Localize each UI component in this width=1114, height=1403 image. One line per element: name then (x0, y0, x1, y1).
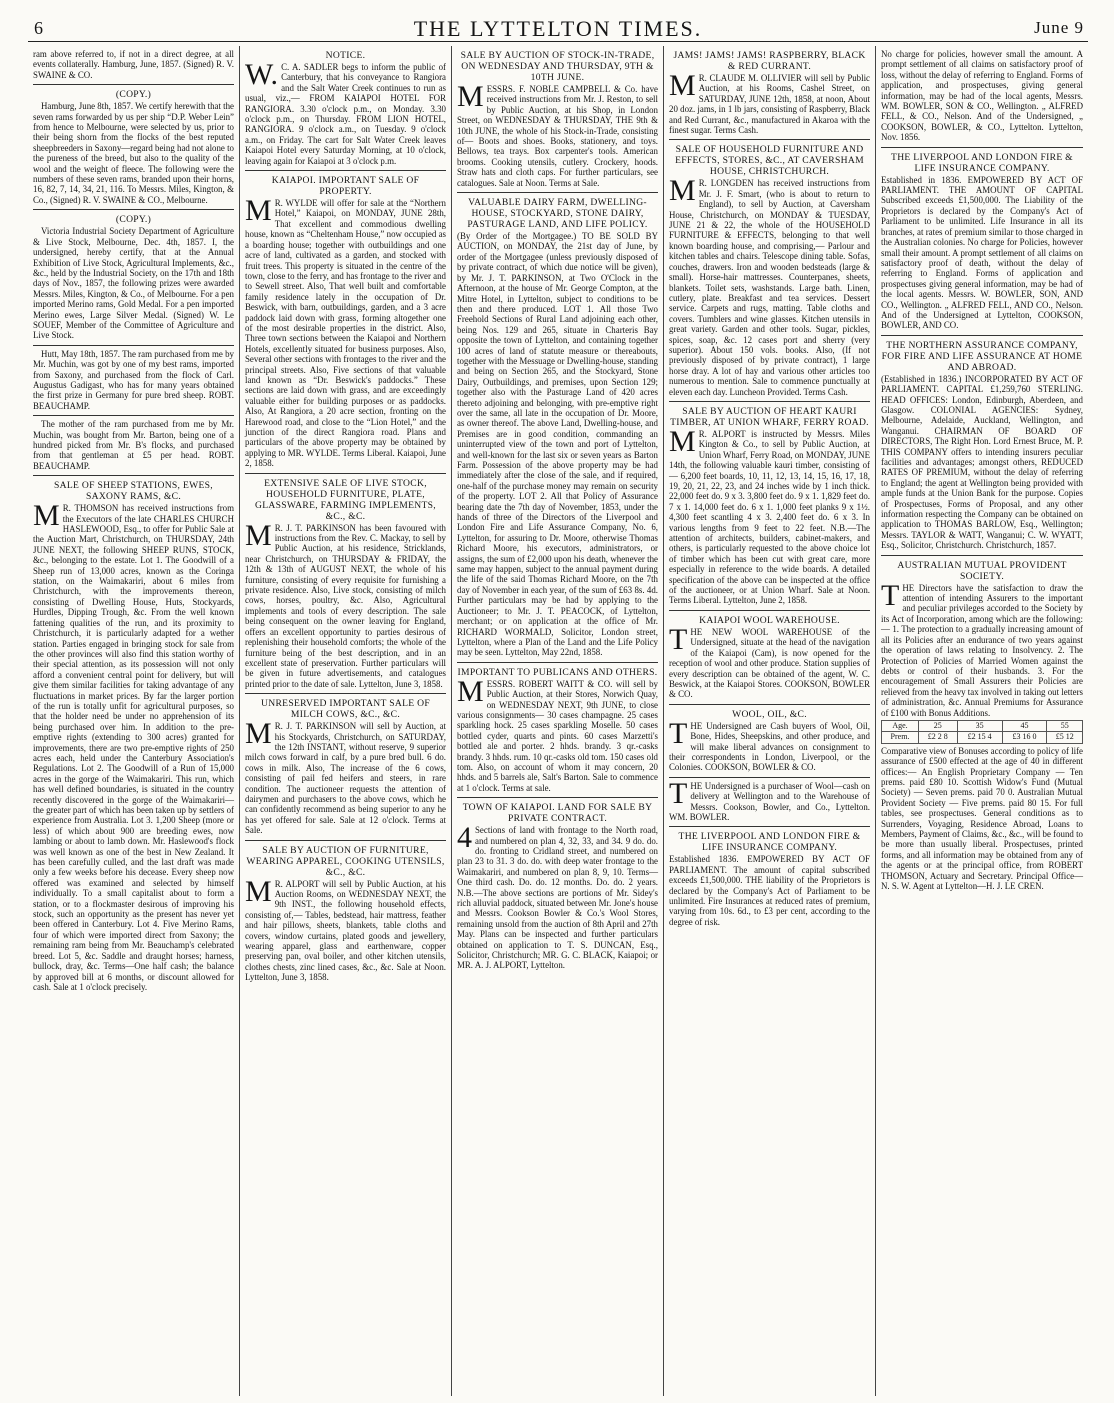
ad-text: MR. CLAUDE M. OLLIVIER will sell by Public Auction, at his Rooms, Cashel Street, on SATURDAY, JUNE 12th, 1858, at noon, About 20 doz. jams, in 1 lb jars, consisting of Raspberry, Black and Red Currant, &c., manufactured in Akaroa with the finest sugar. Terms Cash. (669, 69, 870, 136)
ad-text: Established in 1836. EMPOWERED BY ACT OF PARLIAMENT. THE AMOUNT OF CAPITAL Subscribed exceeds £1,500,000. The Liability of the Proprietors is declared by the Company's Act of Parliament to be unlimited. Life Insurance in all its branches, at rates of premium similar to those charged in the Australian colonies. No charge for Policies, however small their amount. A prompt settlement of all claims on satisfactory proof of death, without the delay of referring to England. Forms of application and prospectuses giving general information, may be had of the local agents. Messrs. W. BOWLER, SON, AND CO., Wellington. „ ALFRED FELL, AND CO., Nelson. And of the Undersigned at Lyttelton, COOKSON, BOWLER, AND CO. (881, 174, 1083, 331)
advertisement (245, 841, 446, 987)
ad-text: Comparative view of Bonuses according to policy of life assurance of £500 effected at the age of 40 in different offices:— An English Proprietary Company — Ten prems. paid £80 10. Scottish Widow's Fund (Mutual Society) — Seven prems. paid 70 0. Australian Mutual Provident Society — Five prems. paid 80 15. For full tables, see prospectuses. General conditions as to Surrenders, Voyaging, Residence Abroad, Loans to Members, Payment of Claims, &c., &c., will be found to be more than usually liberal. Prospectuses, printed forms, and all information may be obtained from any of the agents or at the principal office, from ROBERT THOMSON, Actuary and Secretary. Principal Office—N. S. W. Agent at Lyttelton—H. J. LE CREN. (881, 745, 1083, 892)
advertisement (457, 798, 658, 975)
ad-text: ram above referred to, if not in a direct degree, at all events collaterally. Hamburg, June, 1857. (Signed) R. V. SWAINE & CO. (33, 49, 234, 80)
newspaper-title: THE LYTTELTON TIMES. (413, 16, 703, 41)
advertisement (669, 705, 870, 778)
table-cell: Prem. (882, 732, 919, 743)
column-5 (876, 46, 1088, 1396)
ad-heading: THE LIVERPOOL AND LONDON FIRE & LIFE INSURANCE COMPANY. (678, 831, 861, 854)
advertisement (33, 210, 234, 345)
ad-text: MR. ALPORT is instructed by Messrs. Miles Kington & Co., to sell by Public Auction, at Union Wharf, Ferry Road, on MONDAY, JUNE 14th, the following valuable kauri timber, consisting of— 6,200 feet boards, 10, 11, 12, 13, 14, 15, 16, 17, 18, 19, 20, 21, 22, 23, and 24 inches wide by 1 inch thick. 22,000 feet do. 9 x 3. 3,800 feet do. 9 x 1. 1,829 feet do. 7 x 1. 14,000 feet do. 6 x 1. 1,000 feet planks 9 x 1½. 4,300 feet scantling 4 x 3. 2,400 feet do. 6 x 3. In various lengths from 9 feet to 22 feet. N.B.—The attention of architects, builders, cabinet-makers, and others, is particularly requested to the above choice lot of timber which has been cut with great care, more especially in reference to the wide boards. A detailed specification of the above can be inspected at the office of the auctioneer, or at Union Wharf. Sale at Noon. Terms Liberal. Lyttelton, June 2, 1858. (669, 424, 870, 606)
ad-text: Hamburg, June 8th, 1857. We certify herewith that the seven rams forwarded by us per ship “D.P. Weber Lein” from hence to Melbourne, were selected by us, prior to their being shorn from the flocks of the best reputed sheepbreeders in Saxony—regard being had not alone to the pureness of the breed, but also to the quality of the wool and the weight of fleece. The following were the numbers of these seven rams, branded upon their horns, 16, 82, 7, 14, 34, 21, 116. To Messrs. Miles, Kington, & Co., (Signed) R. V. SWAINE & CO., Melbourne. (33, 101, 234, 205)
advertisement (245, 474, 446, 695)
ad-heading: AUSTRALIAN MUTUAL PROVIDENT SOCIETY. (897, 559, 1067, 582)
ad-heading: THE NORTHERN ASSURANCE COMPANY, FOR FIRE AND LIFE ASSURANCE AT HOME AND ABROAD. (881, 339, 1083, 373)
ad-text: MR. J. T. PARKINSON has been favoured with instructions from the Rev. C. Mackay, to sell by Public Auction, at his residence, Stricklands, near Christchurch, on THURSDAY & FRIDAY, the 12th & 13th of AUGUST NEXT, the whole of his furniture, consisting of every requisite for furnishing a private residence. Also, Live stock, consisting of milch cows, horses, poultry, &c. Also, Agricultural implements and tools of every description. The sale being consequent on the owner leaving for England, offers an excellent opportunity to parties desirous of replenishing their household comforts; the whole of the furniture being of the best description, and in an excellent state of preservation. Further particulars will be given in future advertisements, and catalogues printed prior to the date of sale. Lyttelton, June 3, 1858. (245, 518, 446, 689)
advertisement (457, 46, 658, 193)
ad-text: MR. WYLDE will offer for sale at the “Northern Hotel,” Kaiapoi, on MONDAY, JUNE 28th, That excellent and commodious dwelling house, known as “Cheltenham House,” now occupied as a boarding house; together with outbuildings and one acre of land, cultivated as a garden, and stocked with fruit trees. This property is situated in the centre of the town, close to the ferry, and has frontage to the river and to Sewell street. Also, That well built and comfortable family residence lately in the occupation of Dr. Beswick, with barn, outbuildings, garden, and a 3 acre paddock laid down with grass, forming altogether one of the most desirable properties in the district. Also, Three town sections between the Kaiapoi and Northern Hotels, excellently situated for business purposes. Also, Several other sections with frontages to the river and the principal streets. Also, Five sections of that valuable land known as “Dr. Beswick's paddocks.” These sections are laid down with grass, and are exceedingly valuable either for building purposes or as paddocks. Also, At Rangiora, a 20 acre section, fronting on the Harewood road, and close to the “Lion Hotel,” and the junction of the direct Rangiora road. Plans and particulars of the above property may be obtained by applying to MR. WYLDE. Terms Liberal. Kaiapoi, June 2, 1858. (245, 194, 446, 469)
ad-heading: VALUABLE DAIRY FARM, DWELLING-HOUSE, STOCKYARD, STONE DAIRY, PASTURAGE LAND, AND LIFE POLICY. (467, 197, 648, 231)
table-cell: 35 (957, 720, 1002, 731)
advertisement (33, 476, 234, 996)
advertisement (669, 402, 870, 611)
ad-text: MESSRS. F. NOBLE CAMPBELL & Co. have received instructions from Mr. J. Reston, to sell by Public Auction, at his Shop, in London Street, on WEDNESDAY & THURSDAY, THE 9th & 10th JUNE, the whole of his Stock-in-Trade, consisting of— Boots and shoes. Books, stationery, and toys. Bellows, tea trays. Box carpenter's tools. American brooms. Cooking utensils, cutlery. Crockery, hoods. Straw hats and cloth caps. For further particulars, see catalogues. Sale at Noon. Terms at Sale. (457, 80, 658, 188)
table-row (882, 732, 1083, 743)
ad-heading: SALE BY AUCTION OF HEART KAURI TIMBER, AT UNION WHARF, FERRY ROAD. (670, 405, 869, 428)
ad-text: MR. J. T. PARKINSON will sell by Auction, at his Stockyards, Christchurch, on SATURDAY, the 12th INSTANT, without reserve, 9 superior milch cows forward in calf, by a pure bred bull. 6 do. cows in milk. Also, The increase of the 6 cows, consisting of pail fed heifers and steers, in rare condition. The auctioneer requests the attention of dairymen and purchasers to the above cows, which he can confidently recommend as being superior to any he has yet offered for sale. Sale at 12 o'clock. Terms at Sale. (245, 717, 446, 836)
ad-heading: SALE OF SHEEP STATIONS, EWES, SAXONY RAMS, &C. (54, 480, 213, 503)
column-4 (664, 46, 876, 1396)
ad-text: MR. ALPORT will sell by Public Auction, at his Auction Rooms, on WEDNESDAY NEXT, the 9th INST., the following household effects, consisting of,— Tables, bedstead, hair mattress, feather and hair pillows, sheets, blankets, table cloths and covers, window curtains, plated goods and jewellery, wearing apparel, glass and earthenware, copper preserving pan, oval boiler, and other kitchen utensils, clothes chests, zinc lined cases, &c., &c. Sale at Noon. Lyttelton, June 3, 1858. (245, 874, 446, 983)
column-1 (28, 46, 240, 1396)
ad-text: W.C. A. SADLER begs to inform the public of Canterbury, that his conveyance to Rangiora and the Salt Water Creek continues to run as usual, viz.,— FROM KAIAPOI HOTEL FOR RANGIORA. 3.30 o'clock p.m., on Monday. 3.30 o'clock p.m., on Thursday. FROM LION HOTEL, RANGIORA. 9 o'clock a.m., on Tuesday. 9 o'clock a.m., on Friday. The cart for Salt Water Creek leaves Kaiapoi Hotel every Saturday Morning, at 10 o'clock, leaving again for Kaiapoi at 3 o'clock p.m. (245, 58, 446, 166)
advertisement (245, 46, 446, 171)
table-row (882, 720, 1083, 731)
ad-text: The mother of the ram purchased from me by Mr. Muchin, was bought from Mr. Barton, being one of a hundred picked from Mr. B's flocks, and purchased from that gentleman at £5 per head. ROBT. BEAUCHAMP. (33, 419, 234, 471)
ad-heading: KAIAPOI WOOL WAREHOUSE. (699, 614, 840, 626)
advertisement (881, 148, 1083, 336)
ad-heading: IMPORTANT TO PUBLICANS AND OTHERS. (457, 666, 658, 678)
ad-heading: THE LIVERPOOL AND LONDON FIRE & LIFE INSURANCE COMPANY. (891, 151, 1073, 174)
advertisement (457, 663, 658, 798)
ad-heading: (COPY.) (115, 89, 152, 101)
ad-heading: (COPY.) (115, 214, 152, 226)
advertisement (33, 46, 234, 85)
advertisement (881, 336, 1083, 556)
advertisement (881, 556, 1083, 896)
ad-text: Victoria Industrial Society Department of Agriculture & Live Stock, Melbourne, Dec. 4th, 1857. I, the undersigned, hereby certify, that at the Annual Exhibition of Live Stock, Agricultural Implements, &c., &c., held by the Industrial Society, on the 17th and 18th days of Nov., 1857, the following prizes were awarded Messrs. Miles, Kington, & Co., of Melbourne. For a pen imported Merino rams, Gold Medal. For a pen imported Merino ewes, Large Silver Medal. (Signed) W. Le SOUEF, Member of the Committee of Agriculture and Live Stock. (33, 226, 234, 341)
ad-text: THE Directors have the satisfaction to draw the attention of intending Assurers to the important and peculiar privileges accorded to the Society by its Act of Incorporation, among which are the following:— 1. The protection to a gradually increasing amount of all its Policies after an endurance of two years against the operation of laws relating to Insolvency. 2. The Protection of Policies of Married Women against the debts or control of their husbands. 3. For the encouragement of Small Assurers their Policies are relieved from the heavy tax involved in taking out letters of administration, &c. Annual Premiums for Assurance of £100 with Bonus Additions. (881, 578, 1083, 718)
ad-text: 4Sections of land with frontage to the North road, and numbered on plan 4, 32, 33, and 34. 9 do. do. do. fronting to Cridland street, and numbered on plan 23 to 31. 3 do. do. with deep water frontage to the Waimakariri, and numbered on plan 8, 9, 10. Terms—One third cash. Do. do. 12 months. Do. do. 2 years. N.B.—The above sections are portions of Mr. Sidey's rich alluvial paddock, situated between Mr. Jone's house and Messrs. Cookson Bowler & Co.'s Wool Stores, remaining unsold from the auction of 8th April and 27th May. Plans can be inspected and further particulars obtained on application to T. S. DUNCAN, Esq., Solicitor, Christchurch; MR. G. C. BLACK, Kaiapoi; or MR. A. J. ALPORT, Lyttelton. (457, 821, 658, 971)
table-cell: Age. (882, 720, 919, 731)
ad-text: MESSRS. ROBERT WAITT & CO. will sell by Public Auction, at their Stores, Norwich Quay, on WEDNESDAY NEXT, 9th JUNE, to close various consignments— 30 cases champagne. 25 cases sparkling hock. 25 cases sparkling Moselle. 50 cases bottled cyder, quarts and pints. 60 cases Marzetti's bottled ale and porter. 2 hhds. brandy. 3 qr.-casks brandy. 3 hhds. rum. 10 qr.-casks old tom. 150 cases old tom. Also, on account of whom it may concern, 20 hhds. and 5 barrels ale, Salt's Barton. Sale to commence at 1 o'clock. Terms at sale. (457, 674, 658, 793)
table-cell: 25 (918, 720, 957, 731)
ad-heading: EXTENSIVE SALE OF LIVE STOCK, HOUSEHOLD FURNITURE, PLATE, GLASSWARE, FARMING IMPLEMENTS, &C., &C. (255, 477, 436, 522)
table-cell: £5 12 (1047, 732, 1083, 743)
premium-table (881, 720, 1083, 744)
advertisement (669, 778, 870, 828)
ad-heading: NOTICE. (325, 50, 366, 61)
column-2 (240, 46, 452, 1396)
ad-heading: UNRESERVED IMPORTANT SALE OF MILCH COWS, &C., &C. (261, 698, 430, 721)
ad-heading: WOOL, OIL, &C. (732, 708, 807, 720)
advertisement (245, 694, 446, 840)
ad-text: (Established in 1836.) INCORPORATED BY ACT OF PARLIAMENT. CAPITAL £1,259,760 STERLING. HEAD OFFICES: London, Edinburgh, Aberdeen, and Glasgow. COLONIAL AGENCIES: Sydney, Melbourne, Adelaide, Auckland, Wellington, and Wanganui. CHAIRMAN OF BOARD OF DIRECTORS, The Right Hon. Lord Ernest Bruce, M. P. THIS COMPANY offers to intending insurers peculiar facilities and advantages; amongst others, REDUCED RATES OF PREMIUM, without the delay of referring to England; the agent at Wellington being provided with ample funds at the Union Bank for the purpose. Copies of Prospectuses, Forms of Proposal, and any other information respecting the Company can be obtained on application to THOMAS BARLOW, Esq., Wellington; Messrs. TAYLOR & WATT, Wanganui; C. W. WYATT, Esq., Solicitor, Christchurch. Christchurch, 1857. (881, 373, 1083, 551)
ad-text: No charge for policies, however small the amount. A prompt settlement of all claims on satisfactory proof of loss, without the delay of referring to England. Forms of application, and prospectuses, giving general information, may be had of the local agents, Messrs. WM. BOWLER, SON & CO., Wellington. „ ALFRED FELL, & CO., Nelson. And of the Undersigned, „ COOKSON, BOWLER, & CO., Lyttelton. Lyttelton, Nov. 1856. (881, 49, 1083, 143)
advertisement (881, 46, 1083, 148)
table-cell: 55 (1047, 720, 1083, 731)
table-cell: £2 15 4 (957, 732, 1002, 743)
advertisement (33, 85, 234, 210)
ad-text: Established 1836. EMPOWERED BY ACT OF PARLIAMENT. The amount of capital subscribed exceeds £1,500,000. THE liability of the Proprietors is declared by the Company's Act of Parliament to be unlimited. Fire Insurances at reduced rates of premium, varying from 10s. 6d., to £3 per cent, according to the degree of risk. (669, 854, 870, 927)
ad-heading: SALE BY AUCTION OF FURNITURE, WEARING APPAREL, COOKING UTENSILS, &C., &C. (246, 844, 445, 878)
advertisement (669, 46, 870, 140)
advertisement (33, 416, 234, 476)
ad-heading: SALE BY AUCTION OF STOCK-IN-TRADE, ON WEDNESDAY AND THURSDAY, 9TH & 10TH JUNE. (460, 50, 655, 83)
masthead (28, 16, 1088, 42)
advertisement (245, 171, 446, 474)
advertisement (669, 611, 870, 705)
issue-date: June 9 (1034, 18, 1084, 37)
advertisement (669, 827, 870, 931)
table-cell: £3 16 0 (1002, 732, 1047, 743)
ad-text: THE Undersigned are Cash buyers of Wool, Oil, Bone, Hides, Sheepskins, and other produce, and will make liberal advances on consignment to their correspondents in London, Liverpool, or the Colonies. COOKSON, BOWLER & CO. (669, 716, 870, 773)
newspaper-columns (28, 46, 1088, 1396)
column-3 (452, 46, 664, 1396)
table-cell: 45 (1002, 720, 1047, 731)
ad-heading: KAIAPOI. IMPORTANT SALE OF PROPERTY. (271, 175, 420, 198)
ad-text: THE NEW WOOL WAREHOUSE of the Undersigned, situate at the head of the navigation of the Kaiapoi (Cam), is now opened for the reception of wool and other produce. Station supplies of every description can be obtained of the agent, W. C. Beswick, at the Kaiapoi Stores. COOKSON, BOWLER & CO. (669, 622, 870, 700)
ad-heading: JAMS! JAMS! JAMS! RASPBERRY, BLACK & RED CURRANT. (673, 50, 866, 72)
advertisement (457, 193, 658, 663)
page-number: 6 (34, 18, 43, 38)
ad-heading: TOWN OF KAIAPOI. LAND FOR SALE BY PRIVATE CONTRACT. (462, 802, 653, 825)
ad-text: MR. THOMSON has received instructions from the Executors of the late CHARLES CHURCH HASLEWOOD, Esq., to offer for Public Sale at the Auction Mart, Christchurch, on THURSDAY, 24th JUNE NEXT, the following SHEEP RUNS, STOCK, &c., belonging to the estate. Lot 1. The Goodwill of a Sheep run of 13,000 acres, known as the Coringa station, on the Waimakariri, about 6 miles from Christchurch, with the improvements thereon, consisting of Dwelling House, Huts, Stockyards, Hurdles, Dipping Trough, &c. From the well known fattening qualities of the run, and its proximity to Christchurch, it is particularly adapted for a wether station. Parties engaged in bringing stock for sale from the other provinces will also find this station worthy of their special attention, as its possession will not only afford a convenient central point for delivery, but will give them similar facilities for taking advantage of any fluctuations in market prices. By far the larger portion of the run is totally unfit for agricultural purposes, so that the holder need be under no apprehension of its being purchased over him. In addition to the pre-emptive rights (extending to 300 acres) granted for improvements, there are two pre-emptive rights of 250 acres each, held under the Canterbury Association's Regulations. Lot 2. The Goodwill of a Run of 15,000 acres in the gorge of the Waimakariri. This run, which has well defined boundaries, is situated in the country recently discovered in the gorge of the Waimakariri—the greater part of which has been taken up by settlers of experience from Australia. Lot 3. 1,200 Sheep (more or less) of which about 900 are breeding ewes, now lambing or about to lamb down. Mr. Haslewood's flock was well known as one of the best in New Zealand. It has been carefully culled, and the last draft was made only a few weeks before his decease. Every sheep now offered was examined and selected by himself individually. To a small capitalist about to form a station, or to a flockmaster desirous of improving his stock, such an opportunity as the present has never yet been offered in Canterbury. Lot 4. Five Merino Rams, four of which were imported direct from Saxony; the remaining ram being from Mr. Beauchamp's celebrated breed. Lot 5, &c. Saddle and draught horses; harness, bullock, dray, &c. Terms—One half cash; the balance by approved bill at 6 months, or discount allowed for cash. Sale at 1 o'clock precisely. (33, 499, 234, 992)
table-cell: £2 2 8 (918, 732, 957, 743)
ad-text: (By Order of the Mortgagee.) TO BE SOLD BY AUCTION, on MONDAY, the 21st day of June, by order of the Mortgagee (unless previously disposed of by private contract, of which due notice will be given), by Mr. J. T. PARKINSON, at Two O'Clock in the Afternoon, at the house of Mr. George Compton, at the Mitre Hotel, in Lyttelton, subject to conditions to be then and there produced. LOT 1. All those Two Freehold Sections of Rural Land adjoining each other, being Nos. 129 and 265, situate in Charteris Bay opposite the town of Lyttelton, and containing together 100 acres of land of statute measure or thereabouts, together with the Messuage or Dwelling-house, standing and being on Section 265, and the Stockyard, Stone Dairy, Outbuildings, and premises, upon Section 129; together also with the Pasturage Land of 420 acres thereto adjoining and belonging, with pre-emptive right over the same, all late in the occupation of Dr. Moore, as owner thereof. The above Land, Dwelling-house, and Premises are in good condition, commanding an uninterrupted view of the town and port of Lyttelton, and well-known for the last six or seven years as Barton Farm. Possession of the above property may be had immediately after the close of the sale, and if required, one-half of the purchase money may remain on security of the property. LOT 2. All that Policy of Assurance bearing date the 7th day of November, 1853, under the hands of three of the Directors of the Liverpool and London Fire and Life Assurance Company, No. 6, Lyttelton, for assuring to Dr. Moore, otherwise Thomas Richard Moore, his executors, administrators, or assigns, the sum of £2,000 upon his death, whenever the same may happen, subject to the annual payment during the life of the said Thomas Richard Moore, on the 7th day of November in each year, of the sum of £63 8s. 4d. Further particulars may be had by applying to the Auctioneer; to Mr. J. T. PEACOCK, of Lyttelton, merchant; or on application at the office of Mr. RICHARD WORMALD, Solicitor, London street, Lyttelton, where a Plan of the Land and the Life Policy may be seen. Lyttelton, May 22nd, 1858. (457, 231, 658, 658)
advertisement (33, 346, 234, 416)
ad-text: MR. LONGDEN has received instructions from Mr. J. F. Smart, (who is about to return to England), to sell by Auction, at Caversham House, Christchurch, on MONDAY & TUESDAY, JUNE 21 & 22, the whole of the HOUSEHOLD FURNITURE & EFFECTS, belonging to that well known boarding house, and comprising,— Parlour and kitchen tables and chairs. Telescope dining table. Sofas, couches, drawers. Iron and wooden bedsteads (large & small). Horse-hair mattresses. Counterpanes, sheets, blankets. Toilet sets, washstands. Large bath. Linen, cutlery, plate. Breakfast and tea services. Dessert service. Carpets and rugs, matting. Table cloths and covers. Tumblers and wine glasses. Kitchen utensils in great variety. Garden and other tools. Sugar, pickles, spices, soap, &c. 12 cases port and sherry (very superior). About 150 vols. books. Also, (If not previously disposed of by private contract), 1 large horse dray. A lot of hay and various other articles too numerous to mention. Sale to commence punctually at eleven each day. Luncheon Provided. Terms Cash. (669, 174, 870, 397)
ad-text: Hutt, May 18th, 1857. The ram purchased from me by Mr. Muchin, was got by one of my best rams, imported from Saxony, and purchased from the flock of Carl. Augustus Gadigast, who has for many years obtained the first prize in Germany for pure bred sheep. ROBT. BEAUCHAMP. (33, 348, 234, 411)
ad-text: THE Undersigned is a purchaser of Wool—cash on delivery at Wellington and to the Warehouse of Messrs. Cookson, Bowler, and Co., Lyttelton. WM. BOWLER. (669, 776, 870, 822)
ad-heading: SALE OF HOUSEHOLD FURNITURE AND EFFECTS, STORES, &C., AT CAVERSHAM HOUSE, CHRISTCHURCH. (675, 144, 864, 178)
advertisement (669, 140, 870, 402)
